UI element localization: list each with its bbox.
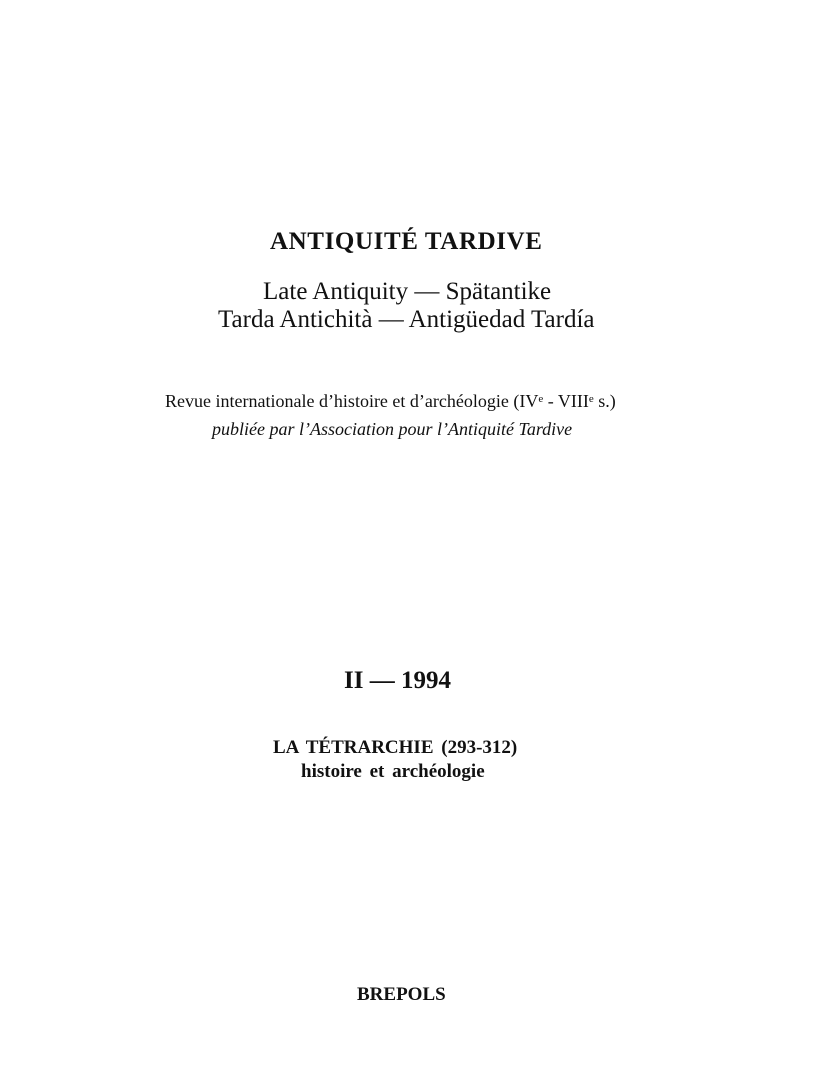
theme-title: LA TÉTRARCHIE (293-312) [273,737,518,758]
description-suffix: s.) [593,391,616,411]
theme-subtitle: histoire et archéologie [301,761,485,782]
journal-description [165,392,616,410]
description-prefix: Revue internationale d’histoire et d’archéologie (IV [165,391,539,411]
description-middle: - VIII [543,391,589,411]
superscript-e-2: e [588,393,594,405]
journal-title: ANTIQUITÉ TARDIVE [270,228,543,255]
publisher-name: BREPOLS [357,984,446,1005]
superscript-e-1: e [538,393,544,405]
volume-year: II — 1994 [344,667,451,694]
publisher-association: publiée par l’Association pour l’Antiquité Tardive [212,419,573,439]
journal-subtitle-line2: Tarda Antichità — Antigüedad Tardía [218,306,595,333]
journal-subtitle-line1: Late Antiquity — Spätantike [263,278,552,305]
